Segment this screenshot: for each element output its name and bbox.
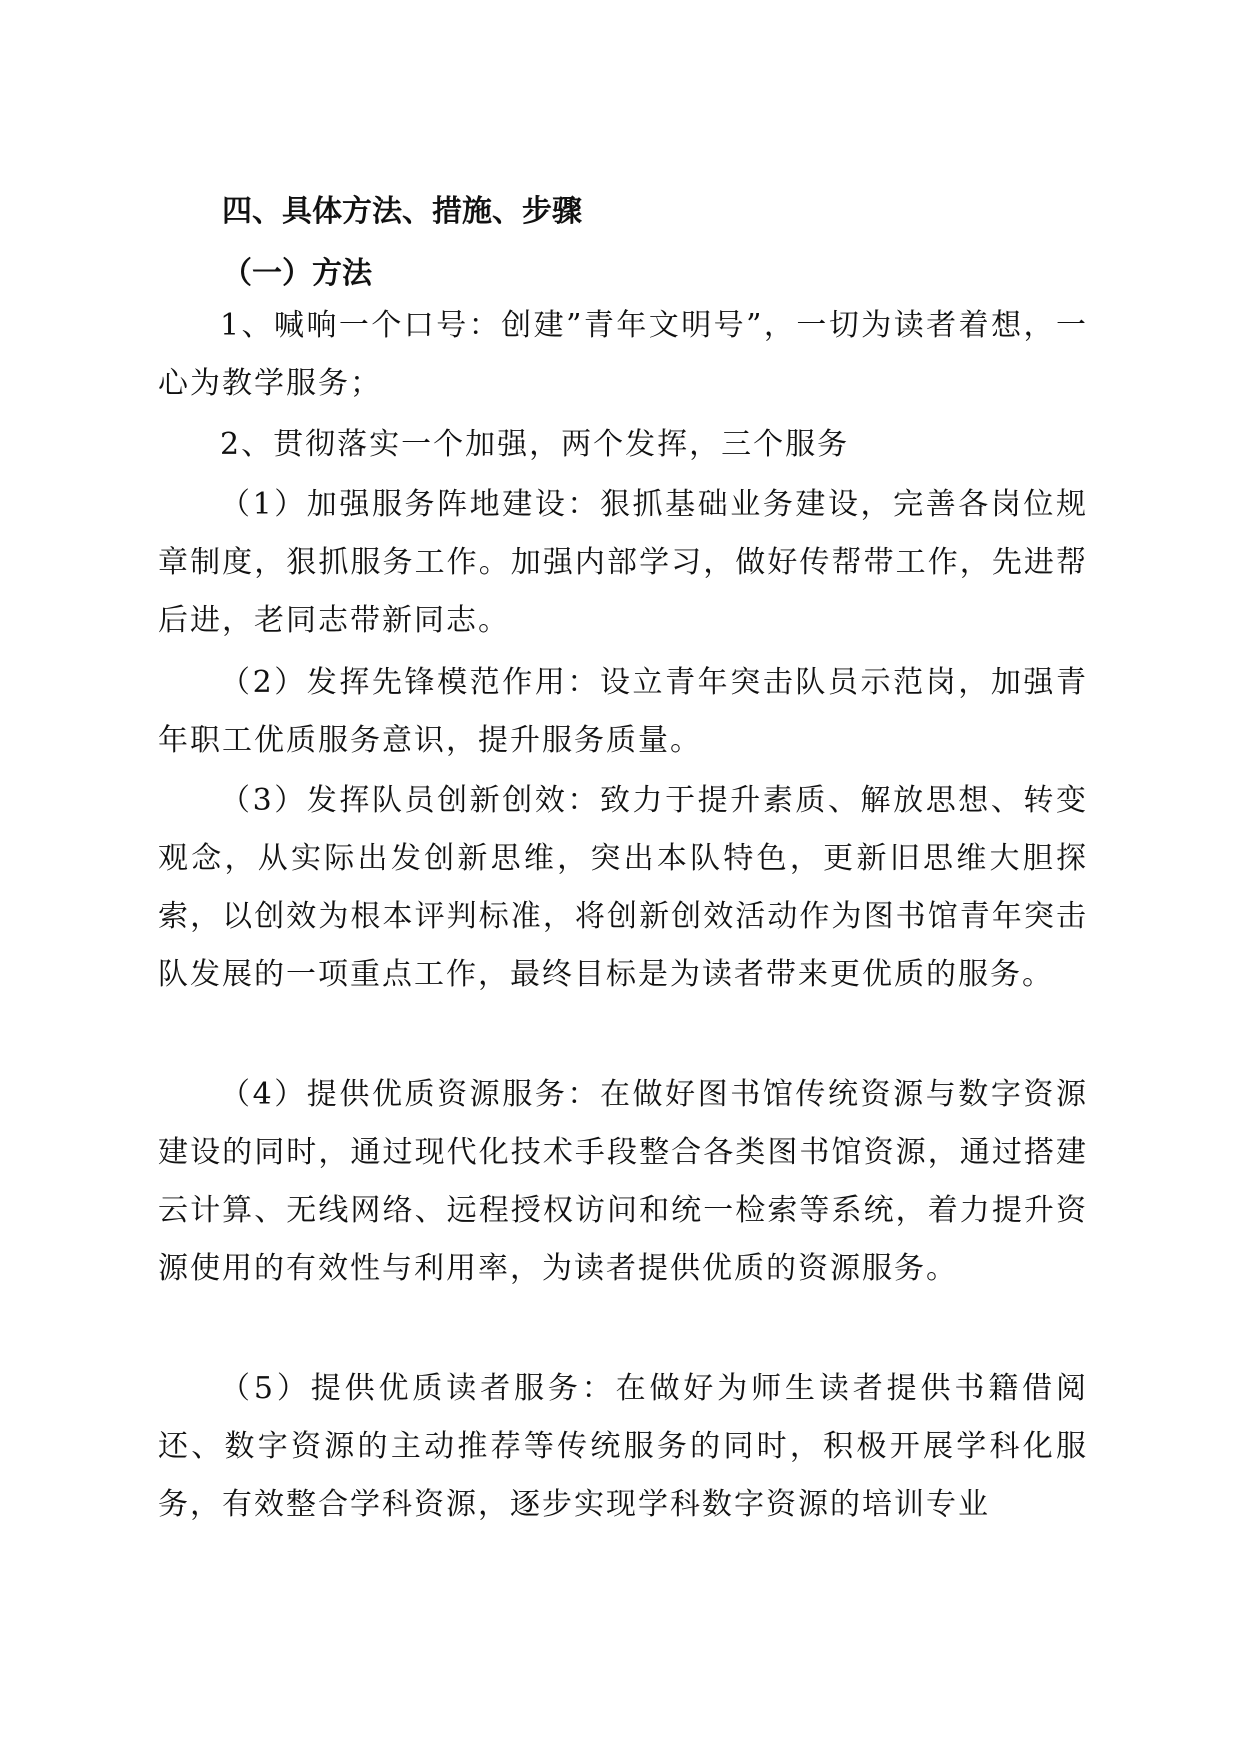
paragraph-slogan: 1、喊响一个口号：创建”青年文明号”，一切为读者着想，一心为教学服务； (158, 308, 1088, 401)
paragraph-implementation: 2、贯彻落实一个加强，两个发挥，三个服务 (220, 427, 850, 462)
paragraph-item-4: （4）提供优质资源服务：在做好图书馆传统资源与数字资源建设的同时，通过现代化技术手段整合各类图书馆资源，通过搭建云计算、无线网络、远程授权访问和统一检索等系统，着力提升资源使用的有效性与利用率，为读者提供优质的资源服务。 (158, 1077, 1088, 1286)
subsection-heading: （一）方法 (222, 256, 372, 291)
paragraph-item-1: （1）加强服务阵地建设：狠抓基础业务建设，完善各岗位规章制度，狠抓服务工作。加强内部学习，做好传帮带工作，先进帮后进，老同志带新同志。 (158, 487, 1088, 638)
paragraph-item-3: （3）发挥队员创新创效：致力于提升素质、解放思想、转变观念，从实际出发创新思维，突出本队特色，更新旧思维大胆探索，以创效为根本评判标准，将创新创效活动作为图书馆青年突击队发展的一项重点工作，最终目标是为读者带来更优质的服务。 (158, 783, 1088, 992)
paragraph-item-2: （2）发挥先锋模范作用：设立青年突击队员示范岗，加强青年职工优质服务意识，提升服务质量。 (158, 665, 1088, 758)
paragraph-item-5: （5）提供优质读者服务：在做好为师生读者提供书籍借阅还、数字资源的主动推荐等传统服务的同时，积极开展学科化服务，有效整合学科资源，逐步实现学科数字资源的培训专业 (158, 1371, 1088, 1522)
section-heading: 四、具体方法、措施、步骤 (222, 194, 582, 229)
